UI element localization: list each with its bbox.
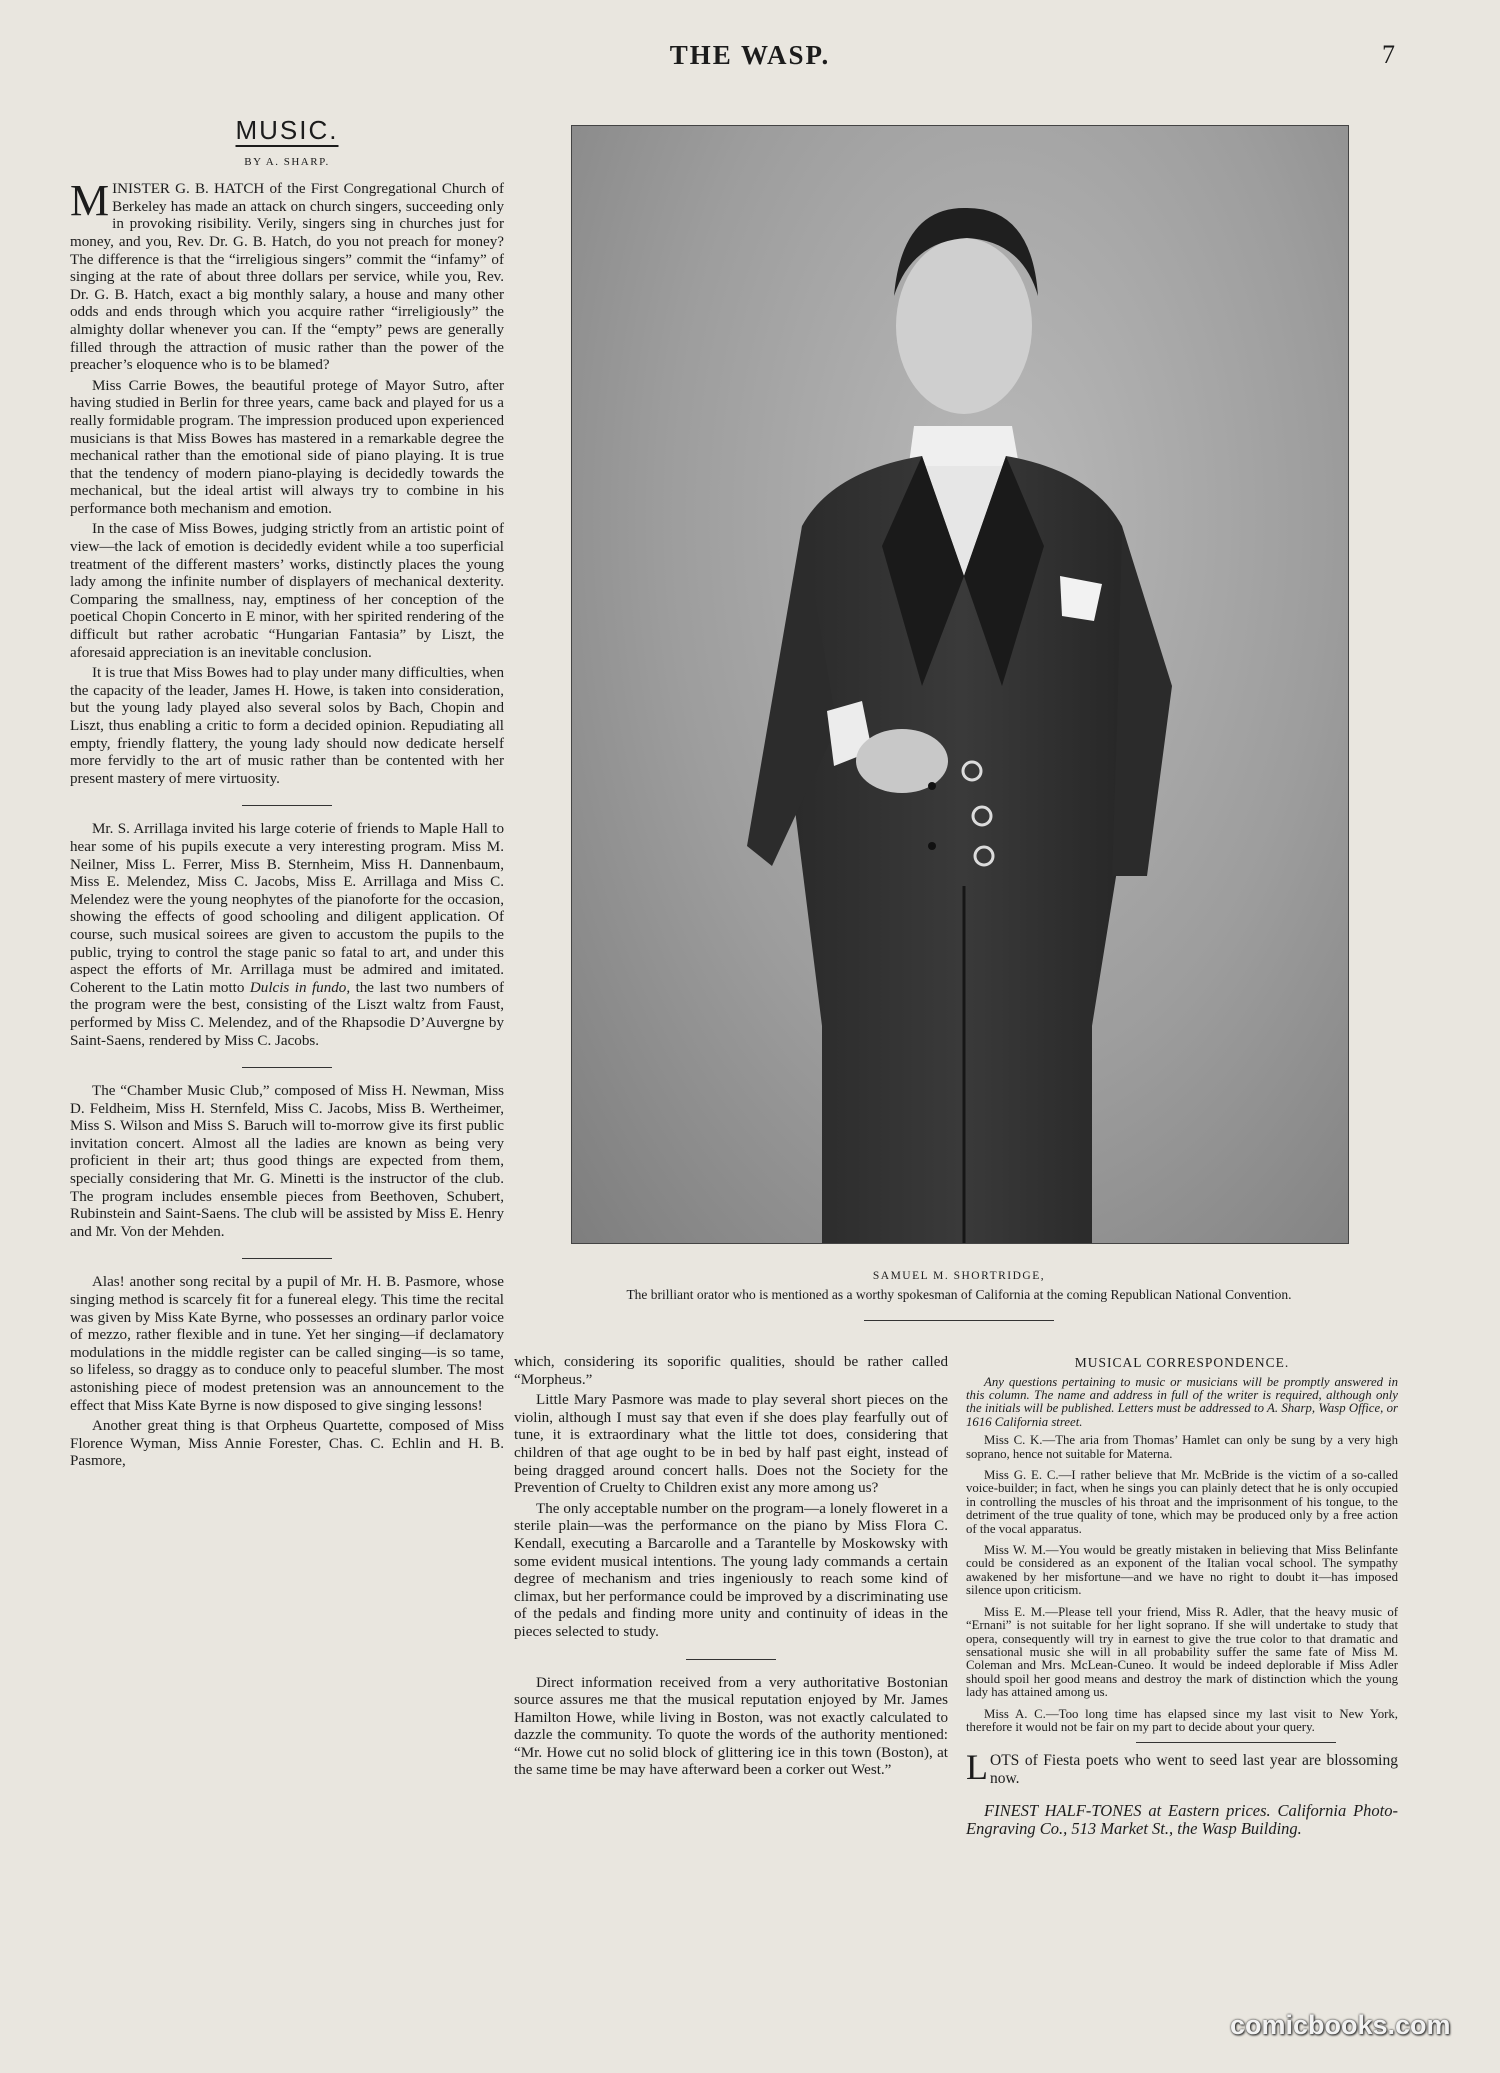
section-divider [686, 1659, 776, 1660]
article-paragraph: Direct information received from a very authoritative Bostonian source assures me that the musical reputation enjoyed by Mr. James Hamilton Howe, while living in Boston, was not exactly calculated to dazzle the community. To quote the words of the authority mentioned: “Mr. Howe cut no solid block of glittering ice in this town (Boston), at the same time be may have afterward been a corker out West.” [514, 1674, 948, 1779]
article-paragraph: It is true that Miss Bowes had to play under many difficulties, when the capacity of the leader, James H. Howe, is taken into consideration, but the young lady played also several solos by Bach, Chopin and Liszt, thus enabling a critic to form a decided opinion. Repudiating all empty, friendly flattery, the young lady should now dedicate herself more fervidly to the art of music rather than be contented with her present mastery of mere virtuosity. [70, 665, 504, 787]
article-paragraph: Alas! another song recital by a pupil of Mr. H. B. Pasmore, whose singing method is scarcely fit for a funereal elegy. This time the recital was given by Miss Kate Byrne, who possesses an ordinary parlor voice of mezzo, rather flexible and in tune. Yet her singing—if declamatory modulations in the middle register can be called singing—is so tame, so lifeless, so draggy as to conduce only to peaceful slumber. The most astonishing piece of modest pretension was an announcement to the effect that Miss Kate Byrne is now disposed to give singing lessons! [70, 1274, 504, 1414]
article-column-2 [514, 1354, 948, 1783]
section-divider [1136, 1742, 1336, 1743]
drop-cap: L [966, 1747, 988, 1788]
article-column-1 [70, 115, 504, 1474]
correspondence-title: MUSICAL CORRESPONDENCE. [1074, 1355, 1290, 1370]
section-divider [242, 1067, 332, 1068]
caption-text: The brilliant orator who is mentioned as a worthy spokesman of California at the coming Republican National Convention. [626, 1287, 1292, 1302]
article-paragraph: MINISTER G. B. HATCH of the First Congregational Church of Berkeley has made an attack on church singers, succeeding only in provoking risibility. Verily, singers sing in churches just for money, and you, Rev. Dr. G. B. Hatch, do you not preach for money? The difference is that the “irreligious singers” commit the “infamy” of singing at the rate of about three dollars per service, while you, Rev. Dr. G. B. Hatch, exact a big monthly salary, a house and many other odds and ends through which you acquire rather “irreligiously” the almighty dollar whenever you can. If the “empty” pews are generally filled through the attraction of music rather than the power of the preacher’s eloquence who is to be blamed? [70, 176, 504, 374]
article-paragraph: which, considering its soporific qualities, should be rather called “Morpheus.” [514, 1354, 948, 1388]
correspondence-intro: Any questions pertaining to music or musicians will be promptly answered in this column. The name and address in full of the writer is required, although only the initials will be published. Letters must be addressed to A. Sharp, Wasp Office, or 1616 California street. [966, 1374, 1398, 1429]
portrait-illustration [572, 126, 1348, 1243]
caption-divider [864, 1320, 1054, 1321]
article-paragraph: The “Chamber Music Club,” composed of Miss H. Newman, Miss D. Feldheim, Miss H. Sternfeld, Miss C. Jacobs, Miss B. Wertheimer, Miss S. Wilson and Miss S. Baruch will to-morrow give its first public invitation concert. Almost all the ladies are known as being very proficient in their art; thus good things are expected from them, specially considering that Mr. G. Minetti is the instructor of the club. The program includes ensemble pieces from Beethoven, Schubert, Rubinstein and Saint-Saens. The club will be assisted by Miss E. Henry and Mr. Von der Mehden. [70, 1083, 504, 1240]
section-divider [242, 1258, 332, 1259]
article-paragraph: Little Mary Pasmore was made to play several short pieces on the violin, although I must say that even if she does play fearfully out of tune, it is extraordinary what the little tot does, considering that children of that age ought to be in bed by half past eight, instead of being dragged around concert halls. Does not the Society for the Prevention of Cruelty to Children exist any more among us? [514, 1392, 948, 1497]
section-divider [242, 805, 332, 806]
drop-cap: M [70, 176, 110, 226]
article-paragraph: Miss Carrie Bowes, the beautiful protege of Mayor Sutro, after having studied in Berlin for three years, came back and played for us a really formidable program. The impression produced upon experienced musicians is that Miss Bowes has mastered in a remarkable degree the mechanical rather than the emotional side of piano playing. It is true that the tendency of modern piano-playing is decidedly towards the mechanical, but the ideal artist will always try to combine in his performance both mechanism and emotion. [70, 377, 504, 517]
correspondence-item: Miss A. C.—Too long time has elapsed since my last visit to New York, therefore it would not be fair on my part to decide about your query. [966, 1706, 1398, 1734]
article-paragraph: The only acceptable number on the program—a lonely floweret in a sterile plain—was the performance on the piano by Miss Flora C. Kendall, executing a Barcarolle and a Tarantelle by Moskowsky with some evident musical intentions. The young lady commands a certain degree of mechanism and tries ingeniously to reach some kind of climax, but her performance could be improved by a discriminating use of the pedals and finding more unity and continuity of ideas in the pieces selected to study. [514, 1500, 948, 1640]
caption-name: SAMUEL M. SHORTRIDGE, [872, 1270, 1046, 1282]
article-paragraph: Another great thing is that Orpheus Quartette, composed of Miss Florence Wyman, Miss Annie Forester, Chas. C. Echlin and H. B. Pasmore, [70, 1418, 504, 1470]
running-head: THE WASP. [669, 40, 831, 70]
watermark: comicbooks.com [1230, 2010, 1451, 2040]
correspondence-item: Miss C. K.—The aria from Thomas’ Hamlet can only be sung by a very high soprano, hence not suitable for Materna. [966, 1433, 1398, 1461]
article-paragraph: In the case of Miss Bowes, judging strictly from an artistic point of view—the lack of emotion is decidedly evident while a too superficial treatment of the different masters’ works, distinctly places the young lady among the infinite number of displayers of mechanical dexterity. Comparing the smallness, nay, emptiness of her conception of the poetical Chopin Concerto in E minor, with her spirited rendering of the difficult but rather acrobatic “Hungarian Fantasia” by Liszt, the aforesaid appreciation is an inevitable conclusion. [70, 521, 504, 661]
article-paragraph: Mr. S. Arrillaga invited his large coterie of friends to Maple Hall to hear some of his pupils execute a very interesting program. Miss M. Neilner, Miss L. Ferrer, Miss B. Sternheim, Miss H. Dannenbaum, Miss E. Melendez, Miss C. Jacobs, Miss E. Arrillaga and Miss C. Melendez were the young neophytes of the pianoforte for the occasion, showing the effects of good schooling and diligent application. Of course, such musical soirees are given to accustom the pupils to the public, trying to control the stage panic so fatal to art, and under this aspect the efforts of Mr. Arrillaga must be admired and imitated. Coherent to the Latin motto Dulcis in fundo, the last two numbers of the program were the best, consisting of the Liszt waltz from Faust, performed by Miss C. Melendez, and of the Rhapsodie D’Auvergne by Saint-Saens, rendered by Miss C. Jacobs. [70, 821, 504, 1049]
article-byline: BY A. SHARP. [244, 155, 330, 168]
article-title: MUSIC. [235, 115, 339, 145]
fiesta-notice: LOTS of Fiesta poets who went to seed last year are blossoming now. [966, 1747, 1398, 1788]
correspondence-item: Miss W. M.—You would be greatly mistaken in believing that Miss Belinfante could be considered as an exponent of the Italian vocal school. The sympathy awakened by her misfortune—and we have no right to doubt it—has imposed silence upon criticism. [966, 1543, 1398, 1598]
correspondence-item: Miss E. M.—Please tell your friend, Miss R. Adler, that the heavy music of “Ernani” is not suitable for her light soprano. If she will undertake to study that opera, consequently will try in earnest to give the true color to that dramatic and sensational music she will in all probability suffer the same fate of Miss M. Coleman and Mrs. McLean-Cuneo. It would be indeed deplorable if Miss Adler should spoil her good means and destroy the mark of distinction which the young lady has attained among us. [966, 1604, 1398, 1700]
page-number: 7 [1382, 40, 1395, 69]
halftones-advertisement: FINEST HALF-TONES at Eastern prices. California Photo-Engraving Co., 513 Market St., the Wasp Building. [966, 1801, 1398, 1839]
portrait-photo [571, 125, 1349, 1244]
correspondence-item: Miss G. E. C.—I rather believe that Mr. McBride is the victim of a so-called voice-builder; in fact, when he sings you can plainly detect that he is only occupied in controlling the muscles of his throat and the imprisonment of his tongue, to the detriment of the true quality of tone, which may be produced only by a free action of the vocal apparatus. [966, 1468, 1398, 1536]
correspondence-column [966, 1354, 1398, 1838]
photo-caption [571, 1270, 1347, 1321]
